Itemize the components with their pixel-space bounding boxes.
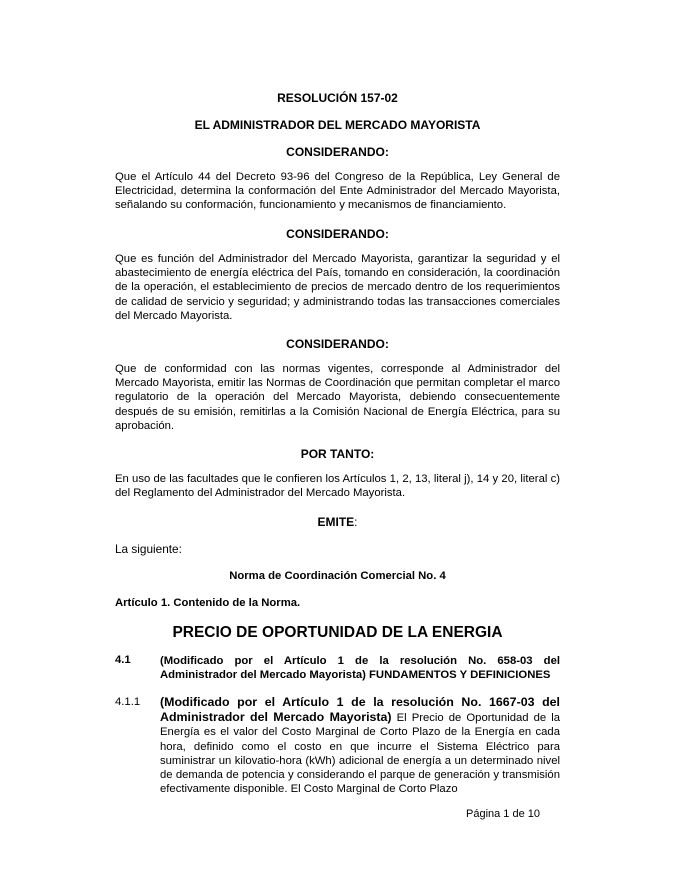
section-title: PRECIO DE OPORTUNIDAD DE LA ENERGIA bbox=[172, 624, 503, 641]
section-4-1-text: (Modificado por el Artículo 1 de la resolución No. 658-03 del Administrador del Mercado Mayorista) FUNDAMENTOS Y DEFINICIONES bbox=[160, 655, 560, 682]
resolution-title: RESOLUCIÓN 157-02 bbox=[277, 91, 398, 105]
intro-text: La siguiente: bbox=[115, 542, 182, 556]
emite-colon: : bbox=[354, 515, 358, 529]
page-footer: Página 1 de 10 bbox=[466, 808, 541, 820]
considerando-text-1: Que el Artículo 44 del Decreto 93-96 del Congreso de la República, Ley General de Electricidad, determina la conformación del Ente Administrador del Mercado Mayorista, señalando su conformación, funcionamiento y mecanismos de financiamiento. bbox=[115, 171, 560, 212]
emite-heading bbox=[115, 515, 560, 529]
section-4-1-1-text: El Precio de Oportunidad de la Energía es el valor del Costo Marginal de Corto Plazo de la Energía en cada hora, definido como el costo en que incurre el Sistema Eléctrico para suministrar un kilovatio-hora (kWh) adicional de energía a un determinado nivel de demanda de potencia y considerando el parque de generación y transmisión efectivamente disponible. El Costo Marginal de Corto Plazo bbox=[160, 712, 560, 796]
considerando-text-2: Que es función del Administrador del Mercado Mayorista, garantizar la seguridad y el abastecimiento de energía eléctrica del País, tomando en consideración, la coordinación de la operación, el establecimiento de precios de mercado dentro de los requerimientos de calidad de servicio y seguridad; y administrando todas las transacciones comerciales del Mercado Mayorista. bbox=[115, 253, 560, 322]
article-1-heading: Artículo 1. Contenido de la Norma. bbox=[115, 597, 301, 609]
considerando-heading-1: CONSIDERANDO: bbox=[286, 145, 389, 159]
issuer-heading: EL ADMINISTRADOR DEL MERCADO MAYORISTA bbox=[194, 118, 481, 132]
por-tanto-heading: POR TANTO: bbox=[300, 447, 375, 461]
section-4-1-1-number: 4.1.1 bbox=[115, 696, 141, 708]
considerando-heading-2: CONSIDERANDO: bbox=[286, 227, 389, 241]
emite-label: EMITE bbox=[317, 515, 355, 529]
considerando-text-3: Que de conformidad con las normas vigentes, corresponde al Administrador del Mercado Mayorista, emitir las Normas de Coordinación que permitan completar el marco regulatorio de la operación del Mercado Mayorista, debiendo consecuentemente después de su emisión, remitirlas a la Comisión Nacional de Energía Eléctrica, para su aprobación. bbox=[115, 363, 560, 432]
section-4-1-1-paragraph bbox=[160, 695, 560, 796]
norma-title: Norma de Coordinación Comercial No. 4 bbox=[229, 570, 446, 582]
considerando-heading-3: CONSIDERANDO: bbox=[286, 337, 389, 351]
section-4-1-1-bold-text: (Modificado por el Artículo 1 de la resolución No. 1667-03 del Administrador del Mercado Mayorista) bbox=[160, 695, 560, 725]
por-tanto-text: En uso de las facultades que le confieren los Artículos 1, 2, 13, literal j), 14 y 20, literal c) del Reglamento del Administrador del Mercado Mayorista. bbox=[115, 473, 560, 500]
section-4-1-number: 4.1 bbox=[115, 654, 131, 666]
